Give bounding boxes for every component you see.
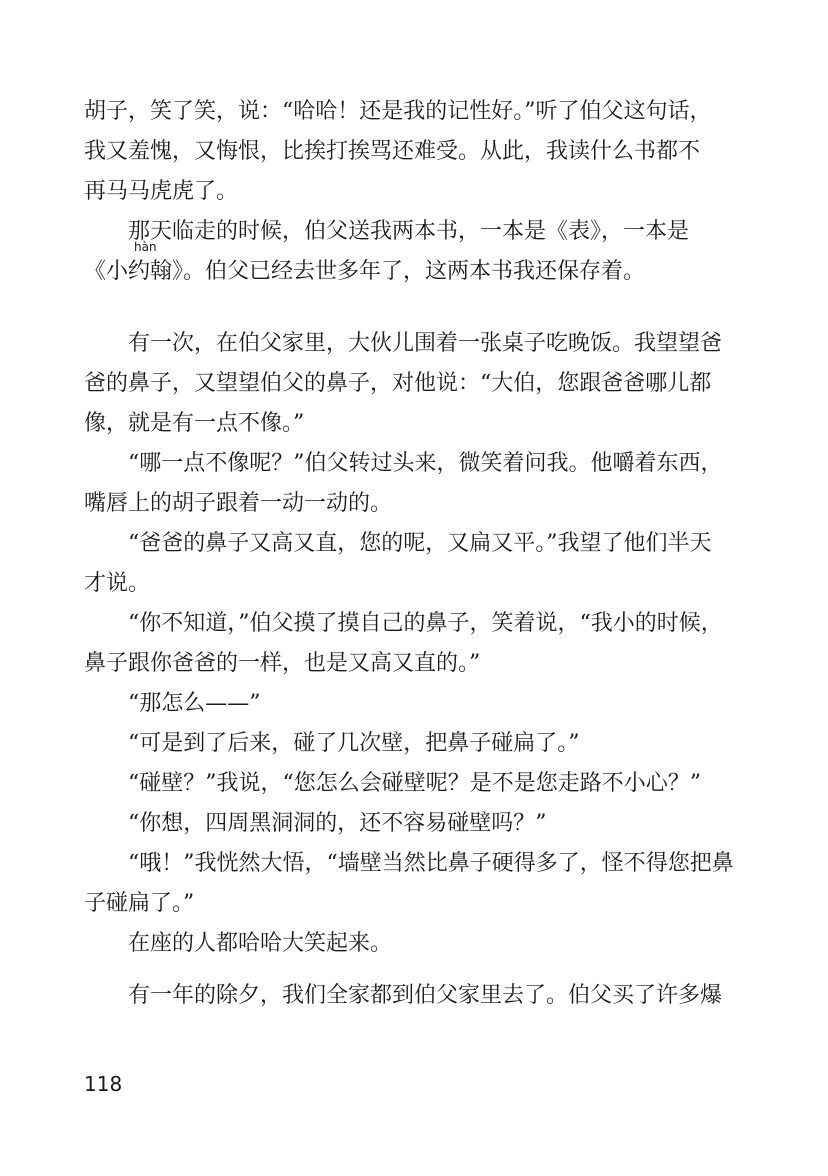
text-line: 胡子，笑了笑，说：“哈哈！还是我的记性好。”听了伯父这句话， bbox=[84, 99, 712, 124]
text-line: 爸的鼻子，又望望伯父的鼻子，对他说：“大伯，您跟爸爸哪儿都 bbox=[84, 371, 712, 396]
page-number: 118 bbox=[84, 1072, 123, 1096]
text-line: 那天临走的时候，伯父送我两本书，一本是《表》，一本是 bbox=[84, 219, 690, 244]
text-line: 有一次，在伯父家里，大伙儿围着一张桌子吃晚饭。我望望爸 bbox=[84, 331, 723, 356]
text-line: 我又羞愧，又悔恨，比挨打挨骂还难受。从此，我读什么书都不 bbox=[84, 139, 701, 164]
text-line: 在座的人都哈哈大笑起来。 bbox=[84, 931, 393, 956]
text-line: 子碰扁了。” bbox=[84, 891, 195, 916]
text-line: “那怎么——” bbox=[84, 691, 261, 716]
text-line: 有一年的除夕，我们全家都到伯父家里去了。伯父买了许多爆 bbox=[84, 983, 723, 1008]
text-line: “爸爸的鼻子又高又直，您的呢，又扁又平。”我望了他们半天 bbox=[84, 531, 712, 556]
pinyin-annotation: hàn bbox=[134, 240, 157, 254]
text-line: 鼻子跟你爸爸的一样，也是又高又直的。” bbox=[84, 651, 481, 676]
text-line: “哪一点不像呢？”伯父转过头来，微笑着问我。他嚼着东西， bbox=[84, 451, 723, 476]
text-line: “你不知道，”伯父摸了摸自己的鼻子，笑着说，“我小的时候， bbox=[84, 611, 723, 636]
text-line: 再马马虎虎了。 bbox=[84, 179, 239, 204]
text-line: 才说。 bbox=[84, 571, 151, 596]
text-line: “碰壁？”我说，“您怎么会碰壁呢？是不是您走路不小心？” bbox=[84, 771, 701, 796]
text-line: “可是到了后来，碰了几次壁，把鼻子碰扁了。” bbox=[84, 731, 580, 756]
text-line: “你想，四周黑洞洞的，还不容易碰壁吗？” bbox=[84, 811, 547, 836]
text-line: 像，就是有一点不像。” bbox=[84, 411, 305, 436]
text-line: 嘴唇上的胡子跟着一动一动的。 bbox=[84, 491, 393, 516]
text-line: “哦！”我恍然大悟，“墙壁当然比鼻子硬得多了，怪不得您把鼻 bbox=[84, 851, 734, 876]
text-line: 《小约翰》。伯父已经去世多年了，这两本书我还保存着。 bbox=[84, 259, 646, 284]
